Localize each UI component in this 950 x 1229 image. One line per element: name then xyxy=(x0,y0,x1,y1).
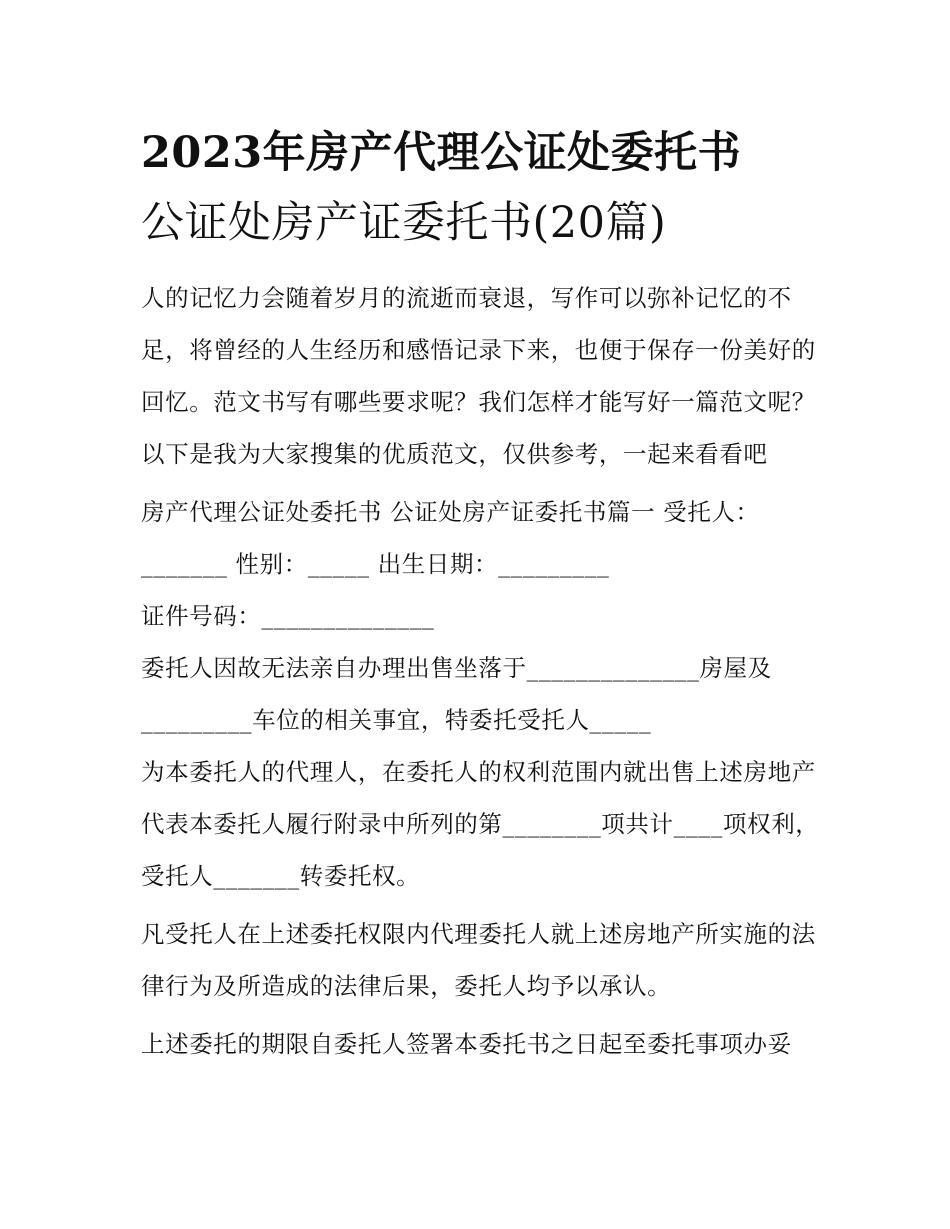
body-paragraph-1-line-2: _________车位的相关事宜，特委托受托人_____ xyxy=(141,706,652,734)
intro-paragraph: 人的记忆力会随着岁月的流逝而衰退，写作可以弥补记忆的不足，将曾经的人生经历和感悟记录下来，也便于保存一份美好的回忆。范文书写有哪些要求呢？我们怎样才能写好一篇范文呢？以下是我为大家搜集的优质范文，仅供参考，一起来看看吧 xyxy=(141,284,816,468)
title-line-1: 2023年房产代理公证处委托书 xyxy=(141,128,742,178)
body-paragraph-2: 为本委托人的代理人，在委托人的权利范围内就出售上述房地产代表本委托人履行附录中所列的第________项共计____项权利，受托人_______转委托权。 xyxy=(141,758,820,890)
document-page xyxy=(141,118,821,1070)
body-paragraph-4: 上述委托的期限自委托人签署本委托书之日起至委托事项办妥 xyxy=(141,1030,792,1058)
title-line-2: 公证处房产证委托书(20篇) xyxy=(141,198,667,248)
body-paragraph-3: 凡受托人在上述委托权限内代理委托人就上述房地产所实施的法律行为及所造成的法律后果，委托人均予以承认。 xyxy=(141,920,816,1000)
id-number-line: 证件号码：______________ xyxy=(141,602,435,630)
section-heading: 房产代理公证处委托书 公证处房产证委托书篇一 受托人： xyxy=(141,498,760,526)
trustee-fields-line: _______ 性别：_____ 出生日期：_________ xyxy=(141,550,610,578)
body-paragraph-1-line-1: 委托人因故无法亲自办理出售坐落于______________房屋及 xyxy=(141,654,772,682)
document-title xyxy=(141,118,821,258)
